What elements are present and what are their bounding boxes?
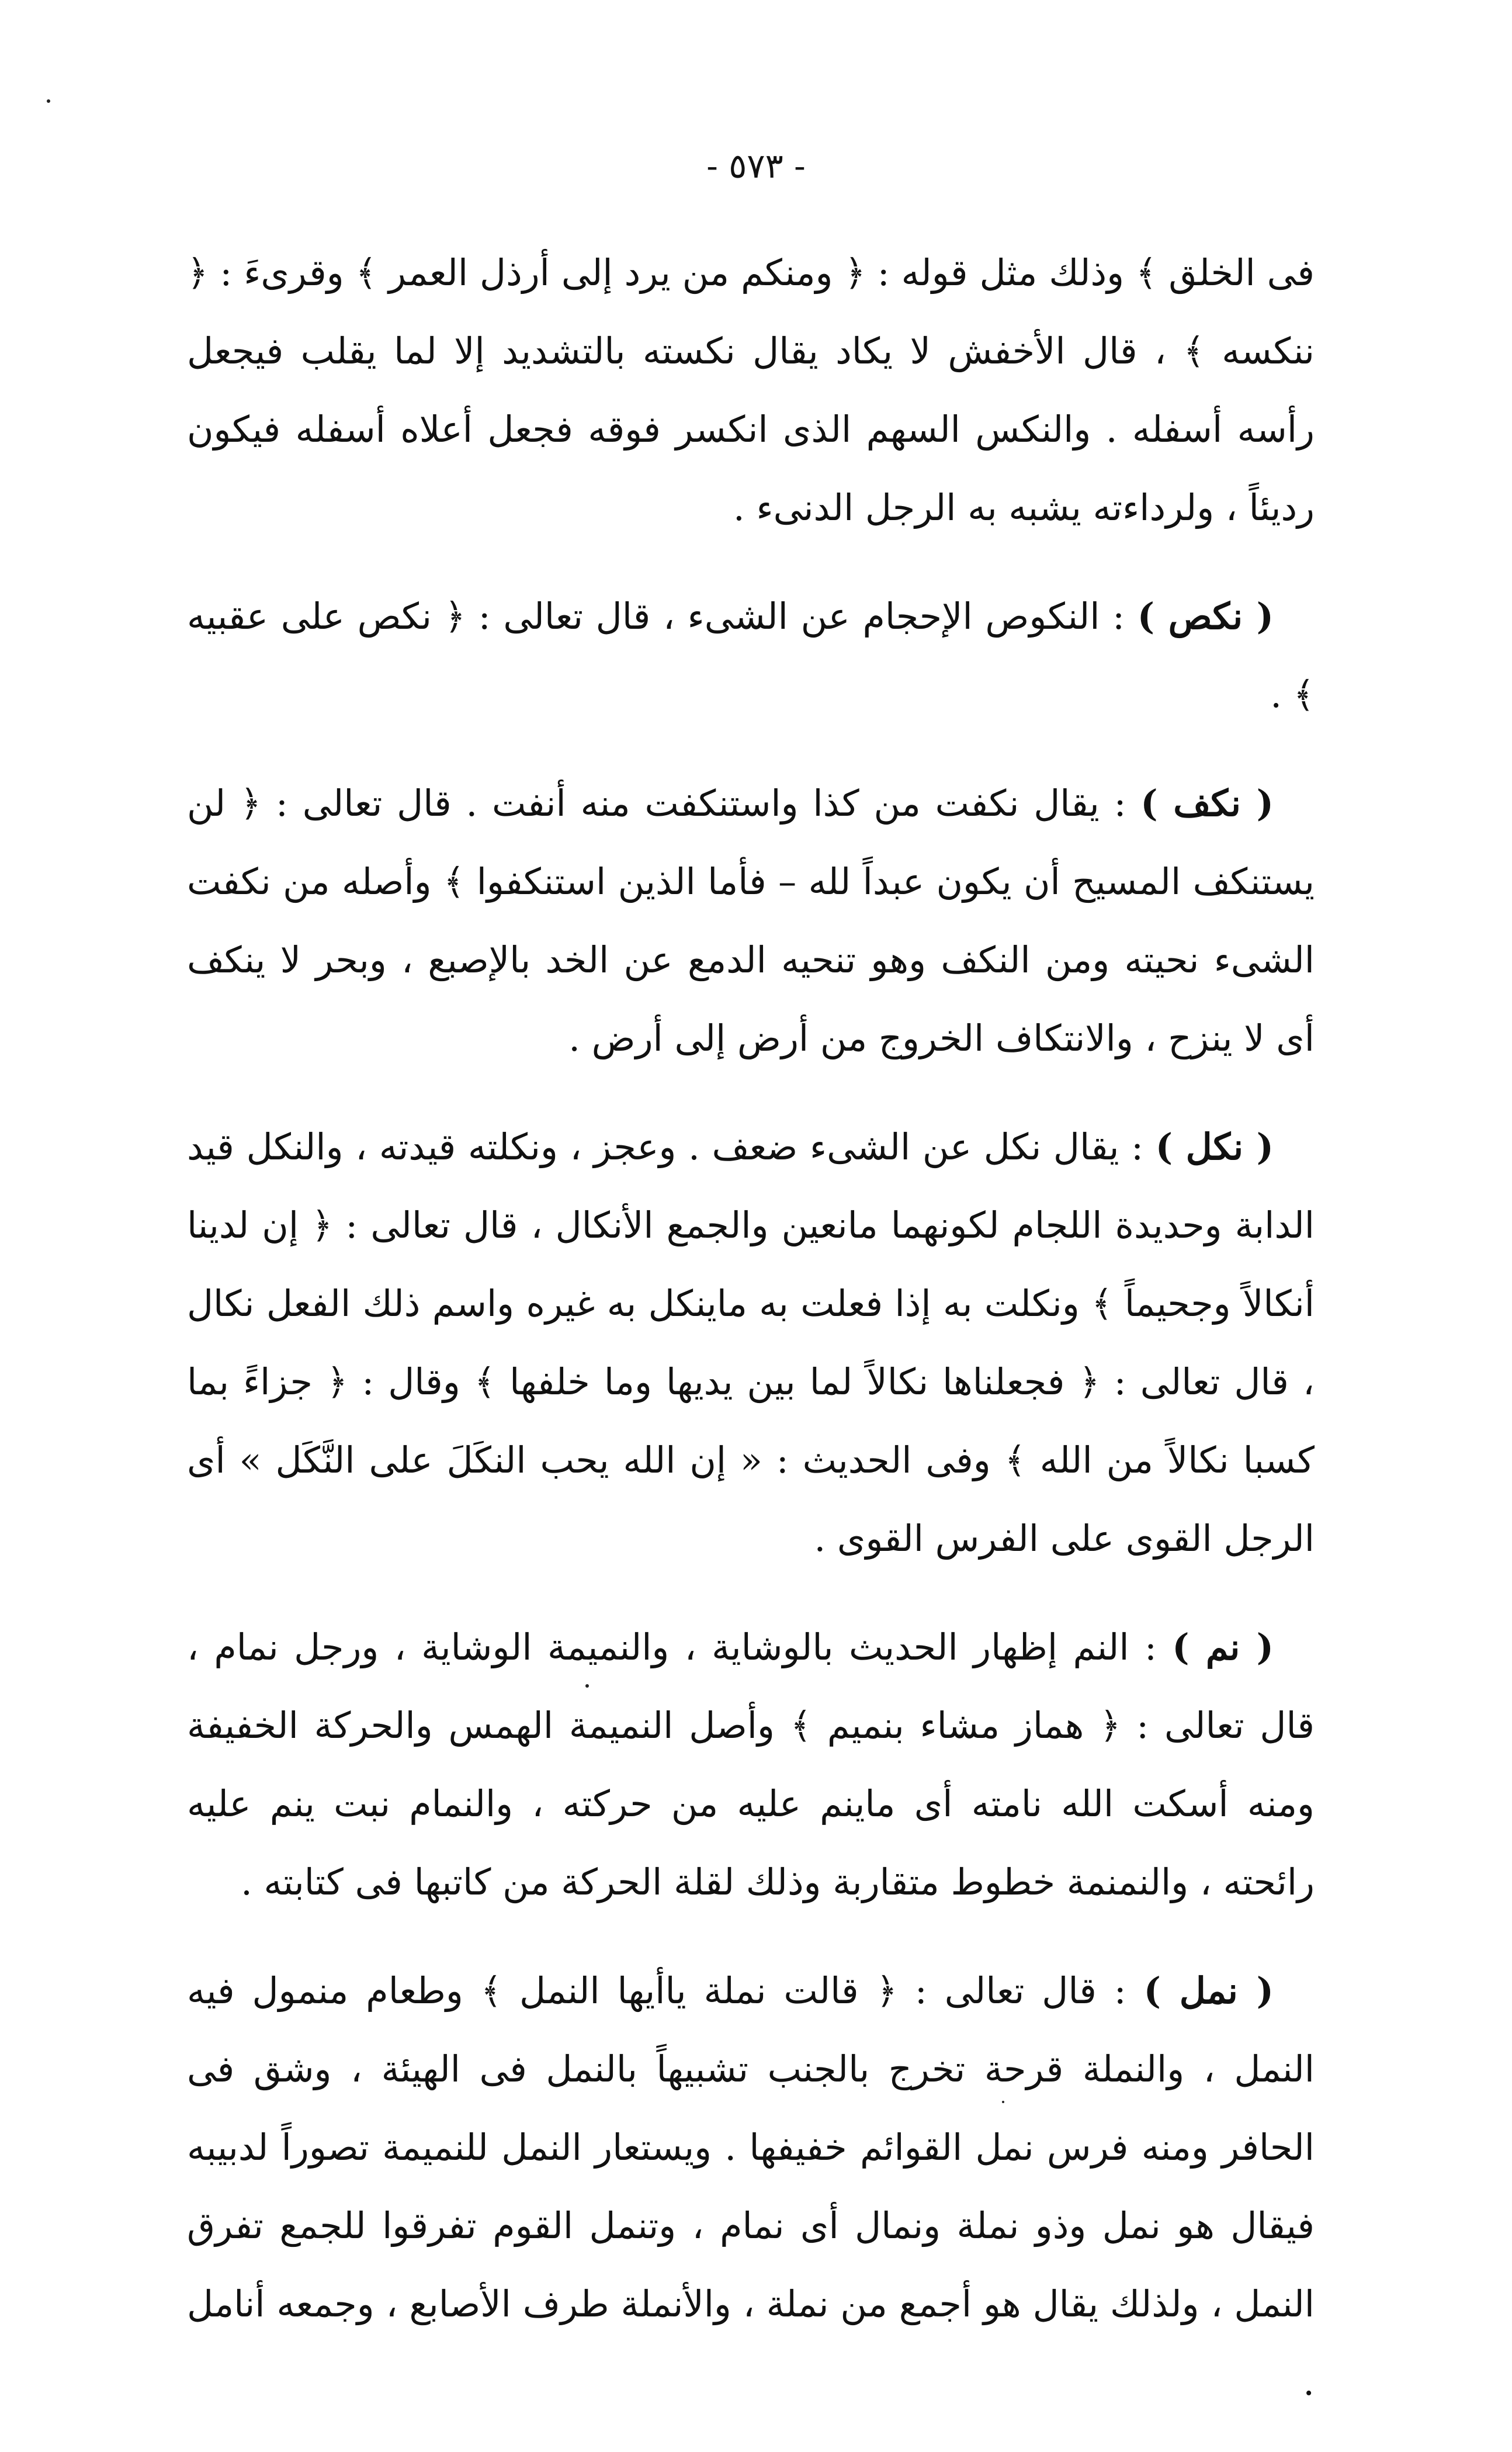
entry-namala — [187, 1952, 1315, 2422]
entry-headword: ( نم ) — [1172, 1626, 1274, 1668]
entry-text: : يقال نكل عن الشىء ضعف . وعجز ، ونكلته قيدته ، والنكل قيد الدابة وحديدة اللجام لكونهما مانعين والجمع الأنكال ، قال تعالى : ﴿ إن لدينا أنكالاً وجحيماً ﴾ ونكلت به إذا فعلت به ماينكل به غيره واسم ذلك الفعل نكال ، قال تعالى : ﴿ فجعلناها نكالاً لما بين يديها وما خلفها ﴾ وقال : ﴿ جزاءً بما كسبا نكالاً من الله ﴾ وفى الحديث : « إن الله يحب النكَلَ على النَّكَل » أى الرجل القوى على الفرس القوى . — [187, 1125, 1315, 1560]
entry-nakafa — [187, 764, 1315, 1078]
entry-headword: ( نكف ) — [1140, 782, 1274, 825]
entry-text: : النم إظهار الحديث بالوشاية ، والنميمة الوشاية ، ورجل نمام ، قال تعالى : ﴿ هماز مشاء بنميم ﴾ وأصل النميمة الهمس والحركة الخفيفة ومنه أسكت الله نامته أى ماينم عليه من حركته ، والنمام نبت ينم عليه رائحته ، والنمنمة خطوط متقاربة وذلك لقلة الحركة من كاتبها فى كتابته . — [187, 1626, 1315, 1903]
scan-speck — [1002, 2101, 1004, 2103]
entry-text: : النكوص الإحجام عن الشىء ، قال تعالى : ﴿ نكص على عقبيه ﴾ . — [187, 595, 1315, 716]
dictionary-text — [187, 234, 1315, 2452]
page-number: - ٥٧٣ - — [706, 146, 806, 186]
entry-text: : يقال نكفت من كذا واستنكفت منه أنفت . قال تعالى : ﴿ لن يستنكف المسيح أن يكون عبداً لله – فأما الذين استنكفوا ﴾ وأصله من نكفت الشىء نحيته ومن النكف وهو تنحيه الدمع عن الخد بالإصبع ، وبحر لا ينكف أى لا ينزح ، والانتكاف الخروج من أرض إلى أرض . — [187, 782, 1315, 1059]
entry-headword: ( نكل ) — [1155, 1125, 1274, 1168]
entry-headword: ( نكص ) — [1137, 595, 1274, 638]
scan-speck — [47, 99, 50, 103]
entry-namma — [187, 1608, 1315, 1921]
entry-headword: ( نمل ) — [1143, 1969, 1274, 2012]
paragraph-text: فى الخلق ﴾ وذلك مثل قوله : ﴿ ومنكم من يرد إلى أرذل العمر ﴾ وقرىءَ : ﴿ ننكسه ﴾ ، قال الأخفش لا يكاد يقال نكسته بالتشديد إلا لما يقلب فيجعل رأسه أسفله . والنكس السهم الذى انكسر فوقه فجعل أعلاه أسفله فيكون رديئاً ، ولرداءته يشبه به الرجل الدنىء . — [187, 251, 1315, 529]
entry-text: : قال تعالى : ﴿ قالت نملة ياأيها النمل ﴾ وطعام منمول فيه النمل ، والنملة قرحة تخرج بالجنب تشبيهاً بالنمل فى الهيئة ، وشق فى الحافر ومنه فرس نمل القوائم خفيفها . ويستعار النمل للنميمة تصوراً لدبيبه فيقال هو نمل وذو نملة ونمال أى نمام ، وتنمل القوم تفرقوا للجمع تفرق النمل ، ولذلك يقال هو أجمع من نملة ، والأنملة طرف الأصابع ، وجمعه أنامل . — [187, 1969, 1315, 2403]
entry-nakasa — [187, 577, 1315, 734]
entry-nakala — [187, 1108, 1315, 1578]
paragraph-continuation — [187, 234, 1315, 547]
scan-speck — [585, 1684, 589, 1688]
